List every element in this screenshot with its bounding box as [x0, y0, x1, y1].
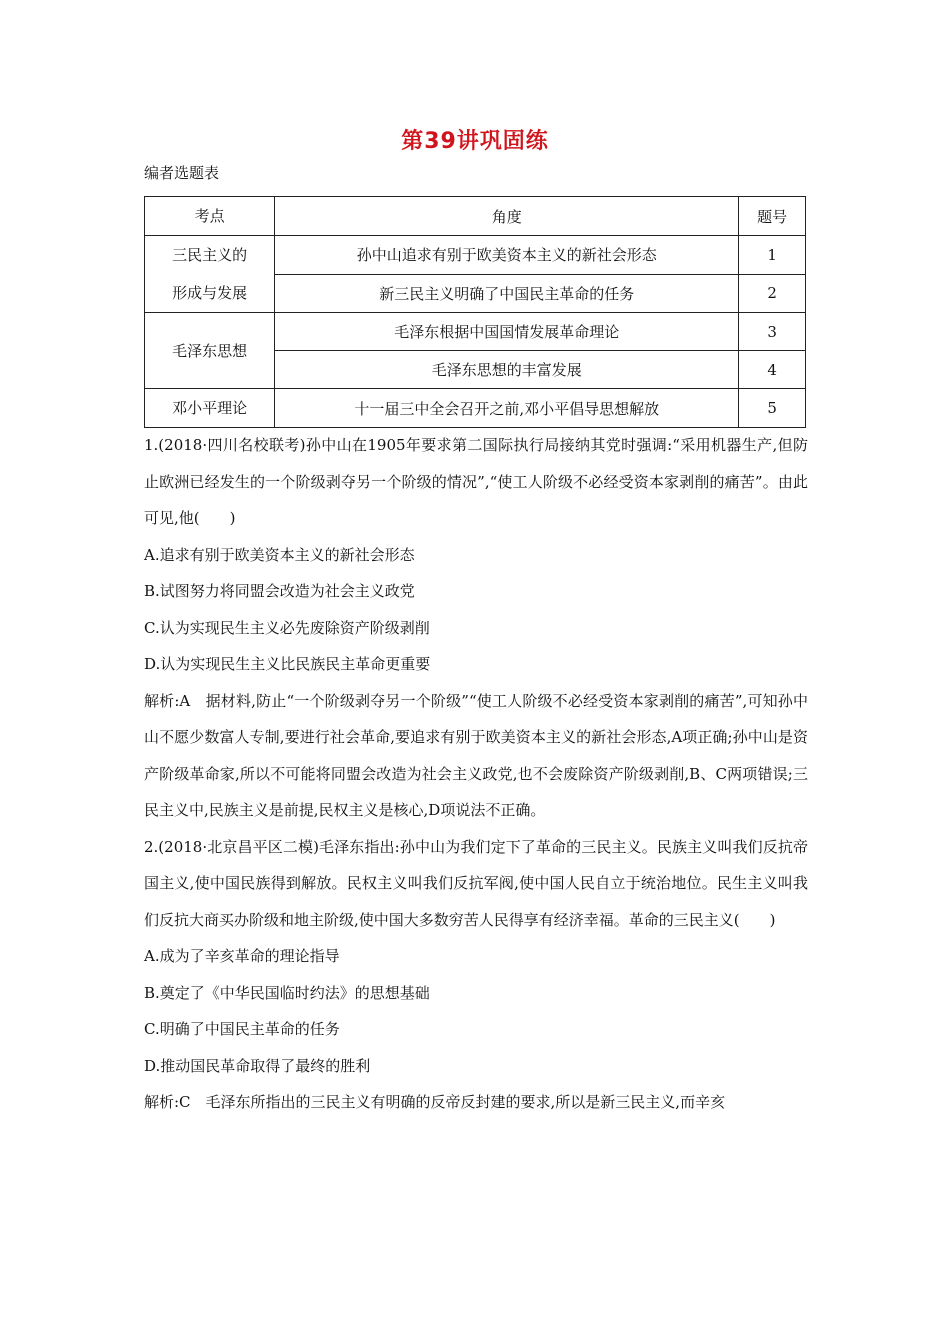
topic-cell — [145, 236, 275, 313]
number-cell: 5 — [739, 389, 806, 428]
topic-line: 毛泽东思想 — [172, 341, 248, 360]
table-caption: 编者选题表 — [144, 164, 220, 182]
topic-selection-table — [144, 196, 806, 428]
question-2-option-c: C.明确了中国民主革命的任务 — [144, 1020, 340, 1038]
topic-cell — [145, 313, 275, 389]
topic-line: 形成与发展 — [172, 284, 248, 302]
question-1-option-c: C.认为实现民生主义必先废除资产阶级剥削 — [144, 618, 430, 637]
question-1-analysis: 解析:A 据材料,防止“一个阶级剥夺另一个阶级”“使工人阶级不必经受资本家剥削的痛苦”,可知孙中山不愿少数富人专制,要进行社会革命,要追求有别于欧美资本主义的新社会形态,A项正确;孙中山是资产阶级革命家,所以不可能将同盟会改造为社会主义政党,也不会废除资产阶级剥削,B、C两项错误;三民主义中,民族主义是前提,民权主义是核心,D项说法不正确。 — [144, 691, 808, 819]
angle-cell: 十一届三中全会召开之前,邓小平倡导思想解放 — [275, 389, 739, 428]
angle-cell: 孙中山追求有别于欧美资本主义的新社会形态 — [275, 236, 739, 275]
number-cell: 2 — [739, 274, 806, 313]
topic-cell — [145, 389, 275, 428]
question-2-stem: 2.(2018·北京昌平区二模)毛泽东指出:孙中山为我们定下了革命的三民主义。民族主义叫我们反抗帝国主义,使中国民族得到解放。民权主义叫我们反抗军阀,使中国人民自立于统治地位。民生主义叫我们反抗大商买办阶级和地主阶级,使中国大多数穷苦人民得享有经济幸福。革命的三民主义( ) — [144, 837, 808, 929]
page-title: 第39讲巩固练 — [401, 129, 549, 154]
number-cell: 1 — [739, 236, 806, 275]
topic-line: 三民主义的 — [172, 246, 248, 264]
table-header-row — [145, 197, 806, 236]
question-2-option-a: A.成为了辛亥革命的理论指导 — [144, 947, 340, 965]
questions-body — [144, 427, 808, 1121]
header-angle: 角度 — [275, 197, 739, 236]
table-row — [145, 236, 806, 275]
question-1-option-b: B.试图努力将同盟会改造为社会主义政党 — [144, 582, 415, 600]
question-2-option-b: B.奠定了《中华民国临时约法》的思想基础 — [144, 983, 430, 1002]
angle-cell: 新三民主义明确了中国民主革命的任务 — [275, 274, 739, 313]
header-topic: 考点 — [145, 197, 275, 236]
topic-line: 邓小平理论 — [172, 399, 248, 417]
angle-cell: 毛泽东根据中国国情发展革命理论 — [275, 313, 739, 351]
question-2-analysis: 解析:C 毛泽东所指出的三民主义有明确的反帝反封建的要求,所以是新三民主义,而辛亥 — [144, 1093, 726, 1111]
question-1-stem: 1.(2018·四川名校联考)孙中山在1905年要求第二国际执行局接纳其党时强调:“采用机器生产,但防止欧洲已经发生的一个阶级剥夺另一个阶级的情况”,“使工人阶级不必经受资本家剥削的痛苦”。由此可见,他( ) — [144, 436, 808, 527]
table-row — [145, 389, 806, 428]
angle-cell: 毛泽东思想的丰富发展 — [275, 351, 739, 389]
question-1-option-a: A.追求有别于欧美资本主义的新社会形态 — [144, 545, 415, 564]
number-cell: 3 — [739, 313, 806, 351]
header-number: 题号 — [739, 197, 806, 236]
table-row — [145, 313, 806, 351]
question-2-option-d: D.推动国民革命取得了最终的胜利 — [144, 1056, 371, 1075]
number-cell: 4 — [739, 351, 806, 389]
question-1-option-d: D.认为实现民生主义比民族民主革命更重要 — [144, 655, 431, 673]
